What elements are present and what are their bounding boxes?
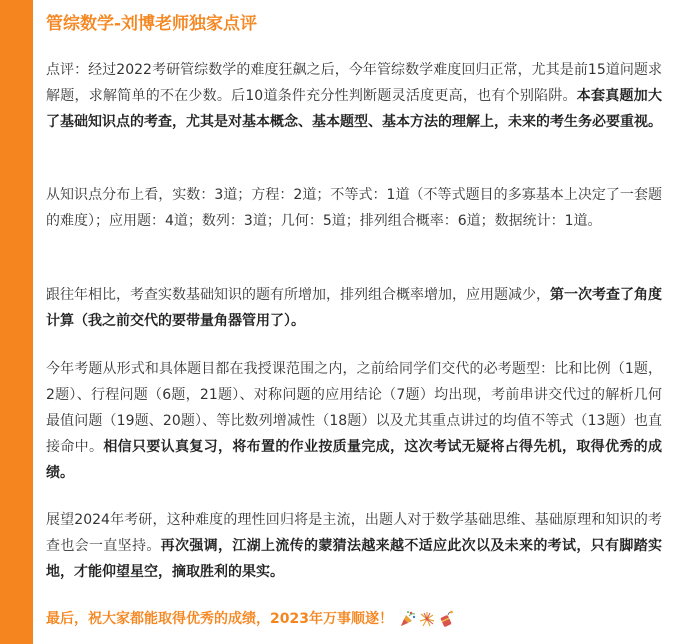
paragraph-4 [46, 356, 662, 486]
article-title: 管综数学-刘博老师独家点评 [46, 14, 258, 34]
paragraph-2 [46, 182, 662, 234]
paragraph-4-text: 今年考题从形式和具体题目都在我授课范围之内，之前给同学们交代的必考题型：比和比例（1题，2题）、行程问题（6题，21题）、对称问题的应用结论（7题）均出现，考前串讲交代过的解析几何最值问题（19题、20题）、等比数列增减性（18题）以及尤其重点讲过的均值不等式（13题）也直接命中。 [46, 361, 662, 455]
closing-line [46, 606, 456, 632]
closing-text: 最后，祝大家都能取得优秀的成绩，2023年万事顺遂！ [46, 611, 393, 627]
firecracker-icon [437, 610, 455, 628]
paragraph-1 [46, 57, 662, 135]
paragraph-3 [46, 282, 662, 334]
paragraph-5-text: 展望2024年考研，这种难度的理性回归将是主流，出题人对于数学基础思维、基础原理和知识的考查也会一直坚持。 [46, 512, 662, 554]
paragraph-5 [46, 507, 662, 585]
paragraph-1-text: 点评：经过2022考研管综数学的难度狂飙之后，今年管综数学难度回归正常，尤其是前15道问题求解题，求解简单的不在少数。后10道条件充分性判断题灵活度更高，也有个别陷阱。 [46, 62, 662, 104]
paragraph-4-bold: 相信只要认真复习，将布置的作业按质量完成，这次考试无疑将占得先机，取得优秀的成绩。 [46, 439, 663, 481]
left-accent-bar [0, 0, 33, 644]
paragraph-3-bold: 第一次考查了角度计算（我之前交代的要带量角器管用了）。 [46, 287, 662, 329]
paragraph-5-bold: 再次强调，江湖上流传的蒙猜法越来越不适应此次以及未来的考试，只有脚踏实地，才能仰望星空，摘取胜利的果实。 [46, 538, 663, 580]
paragraph-2-text: 从知识点分布上看，实数：3道；方程：2道；不等式：1道（不等式题目的多寡基本上决定了一套题的难度）；应用题：4道；数列：3道；几何：5道；排列组合概率：6道；数据统计：1道。 [46, 187, 662, 229]
paragraph-3-text: 跟往年相比，考查实数基础知识的题有所增加，排列组合概率增加，应用题减少， [46, 287, 550, 303]
closing-emojis [399, 606, 456, 632]
party-popper-icon [399, 610, 417, 628]
fireworks-icon [418, 610, 436, 628]
paragraph-1-bold: 本套真题加大了基础知识点的考查，尤其是对基本概念、基本题型、基本方法的理解上，未来的考生务必要重视。 [46, 88, 663, 130]
